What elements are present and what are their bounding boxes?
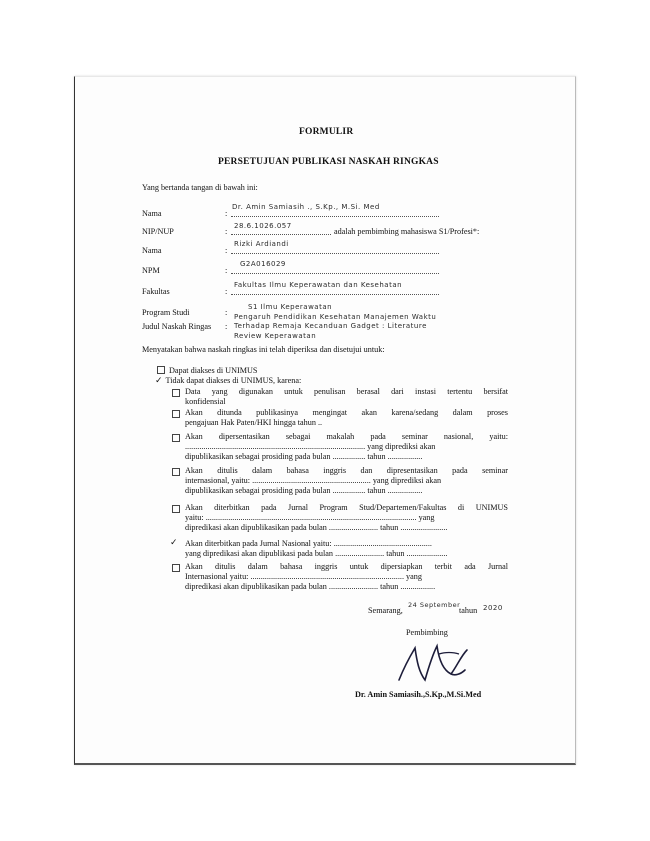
colon: : (225, 227, 228, 236)
fakultas-value: Fakultas Ilmu Keperawatan dan Kesehatan (234, 281, 403, 289)
sub-option-1[interactable]: Data yang digunakan untuk penulisan berasal dari instasi tertentu bersifat konfidensial (172, 387, 508, 407)
nip-label: NIP/NUP (142, 227, 174, 236)
judul-value-line3: Review Keperawatan (234, 332, 317, 340)
checkbox-unchecked[interactable] (172, 410, 180, 418)
npm-label: NPM (142, 266, 160, 275)
colon: : (225, 246, 228, 255)
judul-value-line1: Pengaruh Pendidikan Kesehatan Manajemen Waktu (234, 313, 437, 321)
signature-tahun: tahun (459, 606, 478, 615)
judul-label: Judul Naskah Ringas (142, 322, 212, 331)
nip-suffix: adalah pembimbing mahasiswa S1/Profesi*: (334, 227, 480, 236)
nip-value: 28.6.1026.057 (234, 222, 292, 230)
sub-option-2[interactable]: Akan ditunda publikasinya mengingat akan karena/sedang dalam proses pengajuan Hak Paten/HKI hingga tahun .. (172, 408, 508, 428)
checkbox-unchecked[interactable] (172, 468, 180, 476)
checkbox-unchecked[interactable] (172, 564, 180, 572)
prodi-label: Program Studi (142, 308, 190, 317)
intro-text: Yang bertanda tangan di bawah ini: (142, 183, 258, 192)
form-title: FORMULIR (299, 127, 354, 137)
npm-value: G2A016029 (240, 260, 286, 268)
checkbox-unchecked[interactable] (157, 366, 165, 374)
nama2-label: Nama (142, 246, 162, 255)
prodi-value: S1 Ilmu Keperawatan (248, 303, 333, 311)
handwritten-signature (395, 636, 475, 688)
signature-date: 24 September (408, 601, 461, 609)
option-dapat[interactable]: Dapat diakses di UNIMUS (157, 366, 257, 376)
checkbox-unchecked[interactable] (172, 505, 180, 513)
checkmark-icon[interactable]: ✓ (170, 538, 178, 548)
form-subtitle: PERSETUJUAN PUBLIKASI NASKAH RINGKAS (218, 157, 439, 167)
npm-dotline (231, 273, 439, 274)
colon: : (225, 209, 228, 218)
colon: : (225, 266, 228, 275)
checkbox-unchecked[interactable] (172, 434, 180, 442)
colon: : (225, 308, 228, 317)
checkbox-unchecked[interactable] (172, 389, 180, 397)
sub-option-6[interactable]: ✓ Akan diterbitkan pada Jurnal Nasional yaitu: ................................................ yang dipredikasi akan dipublikasi pada bulan ........................ tahun .................... (170, 538, 448, 558)
nip-dotline (231, 234, 331, 235)
sub-option-7[interactable]: Akan ditulis dalam bahasa inggris untuk dipersiapkan terbit ada Jurnal Internasional yaitu: ........................................................................... yang dipredikasi akan dipublikasikan pada bulan ........................ tahun ................. (172, 562, 508, 592)
nama1-value: Dr. Amin Samiasih ., S.Kp., M.Si. Med (232, 203, 380, 211)
nama2-dotline (231, 253, 439, 254)
fakultas-dotline (231, 294, 439, 295)
sub-option-3[interactable]: Akan dipersentasikan sebagai makalah pada seminar nasional, yaitu: ........................................................................................ yang diprediksi akan dipublikasikan sebagai prosiding pada bulan ................ tahun ................. (172, 432, 508, 462)
sub-option-4[interactable]: Akan ditulis dalam bahasa inggris dan dipresentasikan pada seminar internasional, yaitu: .......................................................... yang diprediksi akan dipublikasikan sebagai prosiding pada bulan ................ tahun ................. (172, 466, 508, 496)
colon: : (225, 287, 228, 296)
checkmark-icon[interactable]: ✓ (155, 376, 163, 386)
signature-year: 2020 (483, 604, 503, 612)
nama1-dotline (231, 216, 439, 217)
fakultas-label: Fakultas (142, 287, 170, 296)
nama1-label: Nama (142, 209, 162, 218)
nama2-value: Rizki Ardiandi (234, 240, 289, 248)
option-tidak[interactable]: ✓ Tidak dapat diakses di UNIMUS, karena: (155, 376, 302, 386)
statement-text: Menyatakan bahwa naskah ringkas ini telah diperiksa dan disetujui untuk: (142, 345, 385, 354)
signature-role: Pembimbing (406, 628, 448, 637)
signature-name: Dr. Amin Samiasih.,S.Kp.,M.Si.Med (355, 690, 482, 699)
signature-place: Semarang, (368, 606, 403, 615)
colon: : (225, 322, 228, 331)
sub-option-5[interactable]: Akan diterbitkan pada Jurnal Program Stud/Departemen/Fakultas di UNIMUS yaitu: ....................................................................................................... yang dipredikasi akan dipublikasikan pada bulan ........................ tahun ....................... (172, 503, 508, 533)
judul-value-line2: Terhadap Remaja Kecanduan Gadget : Literature (234, 322, 427, 330)
